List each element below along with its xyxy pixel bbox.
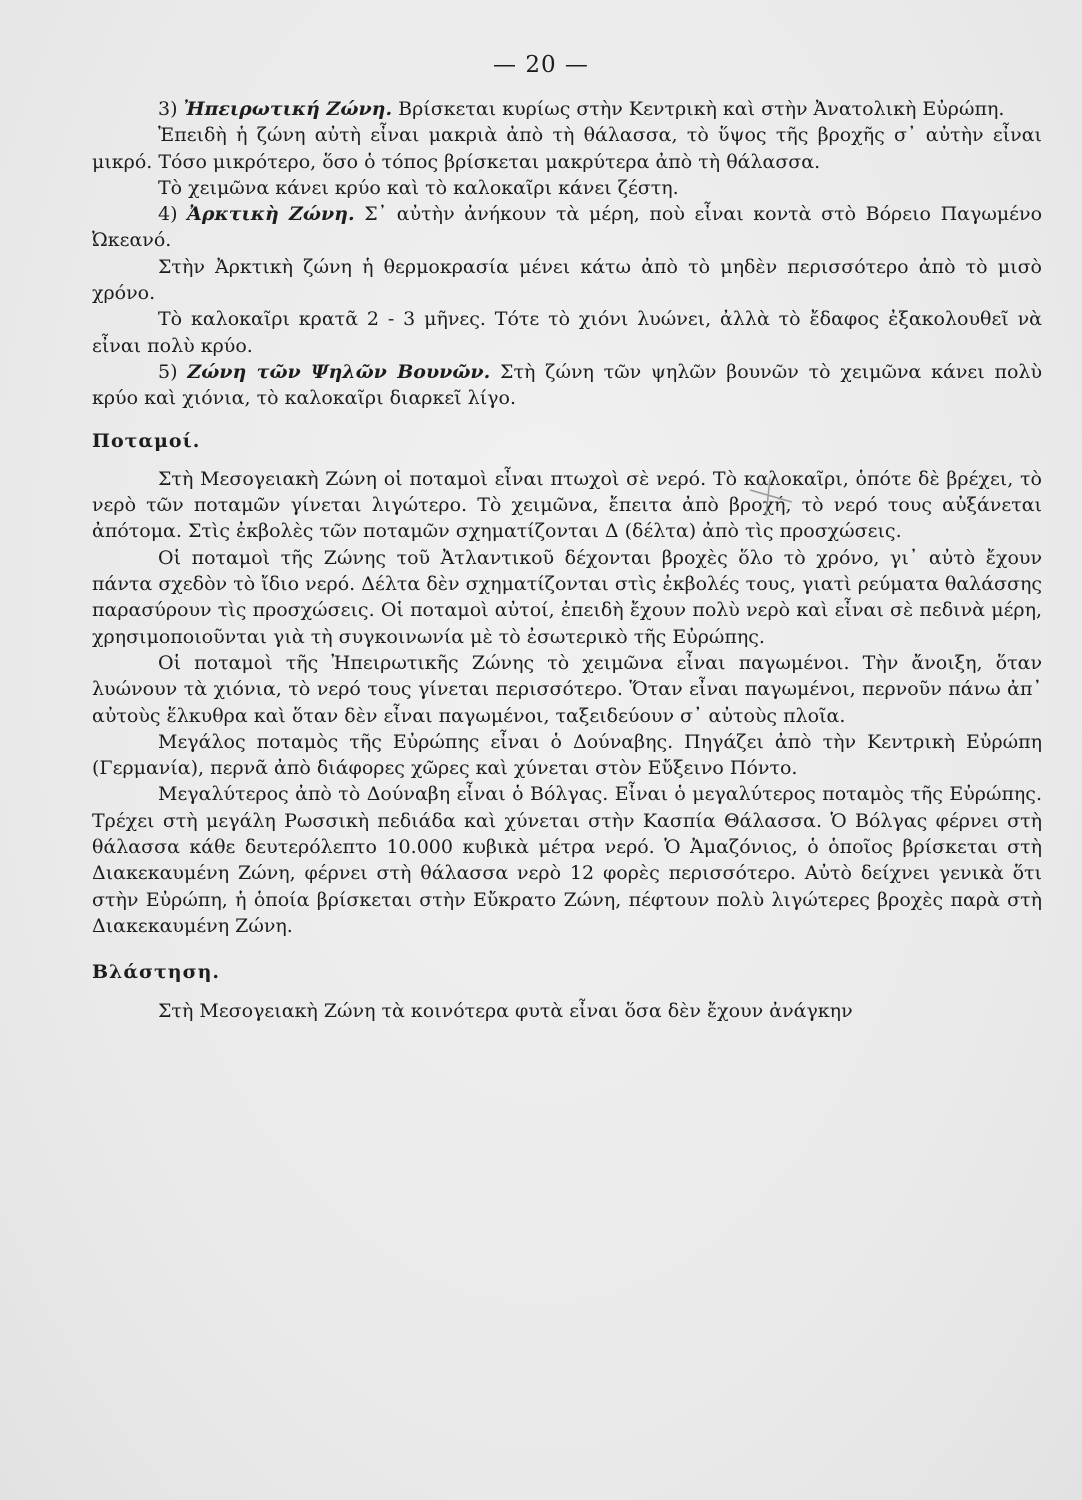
rivers-paragraph-1: Στὴ Μεσογειακὴ Ζώνη οἱ ποταμοὶ εἶναι πτωχοὶ σὲ νερό. Τὸ καλοκαῖρι, ὁπότε δὲ βρέχει, τὸ νερὸ τῶν ποταμῶν γίνεται λιγώτερο. Τὸ χειμῶνα, ἔπειτα ἀπὸ βροχή, τὸ νερό τους αὐξάνεται ἀπότομα. Στὶς ἐκβολὲς τῶν ποταμῶν σχηματίζονται Δ (δέλτα) ἀπὸ τὶς προσχώσεις. [92,467,1042,543]
zone-5-number: 5) [158,360,178,383]
zone-5-text: Στὴ ζώνη τῶν ψηλῶν βουνῶν τὸ χειμῶνα κάνει πολὺ κρύο καὶ χιόνια, τὸ καλοκαῖρι διαρκεῖ λίγο. [92,360,1043,410]
zone-3-paragraph-2: Ἐπειδὴ ἡ ζώνη αὐτὴ εἶναι μακριὰ ἀπὸ τὴ θάλασσα, τὸ ὕψος τῆς βροχῆς σ᾿ αὐτὴν εἶναι μικρό. Τόσο μικρότερο, ὅσο ὁ τόπος βρίσκεται μακρύτερα ἀπὸ τὴ θάλασσα. [92,124,1042,173]
rivers-paragraph-2: Οἱ ποταμοὶ τῆς Ζώνης τοῦ Ἀτλαντικοῦ δέχονται βροχὲς ὅλο τὸ χρόνο, γι᾿ αὐτὸ ἔχουν πάντα σχεδὸν τὸ ἴδιο νερό. Δέλτα δὲν σχηματίζονται στὶς ἐκβολές τους, γιατὶ ρεύματα θαλάσσης παρασύρουν τὶς προσχώσεις. Οἱ ποταμοὶ αὐτοί, ἐπειδὴ ἔχουν πολὺ νερὸ καὶ εἶναι σὲ πεδινὰ μέρη, χρησιμοποιοῦνται γιὰ τὴ συγκοινωνία μὲ τὸ ἐσωτερικὸ τῆς Εὐρώπης. [92,546,1042,648]
zone-5-paragraph [92,359,1042,412]
zone-3-text: Βρίσκεται κυρίως στὴν Κεντρικὴ καὶ στὴν Ἀνατολικὴ Εὐρώπη. [398,98,1005,120]
zone-4-title: Ἀρκτικὴ Ζώνη. [187,203,355,226]
page-number: — 20 — [493,52,589,78]
rivers-paragraph-5: Μεγαλύτερος ἀπὸ τὸ Δούναβη εἶναι ὁ Βόλγας. Εἶναι ὁ μεγαλύτερος ποταμὸς τῆς Εὐρώπης. Τρέχει στὴ μεγάλη Ρωσσικὴ πεδιάδα καὶ χύνεται στὴν Κασπία Θάλασσα. Ὁ Βόλγας φέρνει στὴ θάλασσα κάθε δευτερόλεπτο 10.000 κυβικὰ μέτρα νερό. Ὁ Ἀμαζόνιος, ὁ ὁποῖος βρίσκεται στὴ Διακεκαυμένη Ζώνη, φέρνει στὴ θάλασσα νερὸ 12 φορὲς περισσότερο. Αὐτὸ δείχνει γενικὰ ὅτι στὴν Εὐρώπη, ἡ ὁποία βρίσκεται στὴν Εὔκρατο Ζώνη, πέφτουν πολὺ λιγώτερες βροχὲς παρὰ στὴ Διακεκαυμένη Ζώνη. [92,783,1042,937]
vegetation-paragraph-1: Στὴ Μεσογειακὴ Ζώνη τὰ κοινότερα φυτὰ εἶναι ὅσα δὲν ἔχουν ἀνάγκην [158,999,853,1022]
rivers-paragraph-4: Μεγάλος ποταμὸς τῆς Εὐρώπης εἶναι ὁ Δούναβης. Πηγάζει ἀπὸ τὴν Κεντρικὴ Εὐρώπη (Γερμανία), περνᾶ ἀπὸ διάφορες χῶρες καὶ χύνεται στὸν Εὔξεινο Πόντο. [92,730,1042,780]
zone-4-paragraph-2: Στὴν Ἀρκτικὴ ζώνη ἡ θερμοκρασία μένει κάτω ἀπὸ τὸ μηδὲν περισσότερο ἀπὸ τὸ μισὸ χρόνο. [92,255,1042,305]
zone-4-number: 4) [158,203,178,226]
rivers-paragraph-3: Οἱ ποταμοὶ τῆς Ἠπειρωτικῆς Ζώνης τὸ χειμῶνα εἶναι παγωμένοι. Τὴν ἄνοιξη, ὅταν λυώνουν τὰ χιόνια, τὸ νερό τους γίνεται περισσότερο. Ὅταν εἶναι παγωμένοι, περνοῦν πάνω ἀπ᾿ αὐτοὺς ἕλκυθρα καὶ ὅταν δὲν εἶναι παγωμένοι, ταξειδεύουν σ᾿ αὐτοὺς πλοῖα. [92,651,1042,727]
page-body [92,96,1042,1024]
zone-5-title: Ζώνη τῶν Ψηλῶν Βουνῶν. [187,360,491,383]
zone-3-number: 3) [158,98,178,120]
zone-3-paragraph-3: Τὸ χειμῶνα κάνει κρύο καὶ τὸ καλοκαῖρι κάνει ζέστη. [158,176,679,199]
zone-4-paragraph [92,201,1042,254]
vegetation-heading: Βλάστηση. [92,961,221,984]
rivers-heading: Ποταμοί. [92,429,201,452]
zone-3-paragraph [92,96,1042,122]
zone-4-text: Σ᾿ αὐτὴν ἀνήκουν τὰ μέρη, ποὺ εἶναι κοντὰ στὸ Βόρειο Παγωμένο Ὠκεανό. [92,203,1043,252]
pencil-mark [740,470,800,520]
zone-3-title: Ἠπειρωτική Ζώνη. [183,98,393,120]
zone-4-paragraph-3: Τὸ καλοκαῖρι κρατᾶ 2 - 3 μῆνες. Τότε τὸ χιόνι λυώνει, ἀλλὰ τὸ ἔδαφος ἐξακολουθεῖ νὰ εἶναι πολὺ κρύο. [92,308,1042,357]
